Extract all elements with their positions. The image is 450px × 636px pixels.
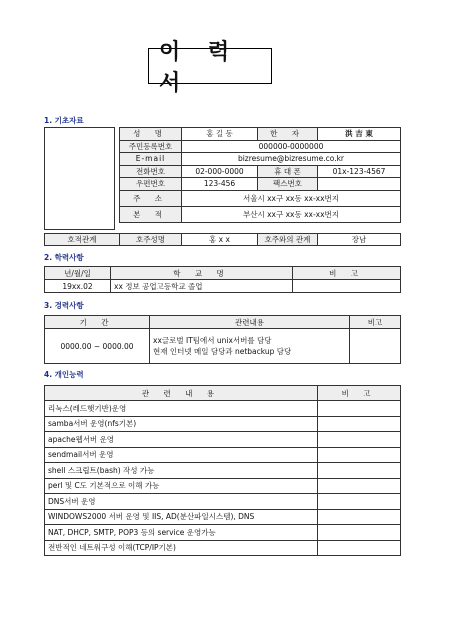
- skill-item: 리눅스(레드햇기반)운영: [45, 401, 318, 417]
- family-head-relation-value: 장남: [318, 234, 401, 246]
- skill-item: samba서버 운영(nfs기본): [45, 416, 318, 432]
- address-value: 서울시 xx구 xx동 xx-xx번지: [182, 190, 401, 206]
- hanja-label: 한 자: [258, 128, 318, 141]
- zip-label: 우편번호: [120, 178, 182, 191]
- skill-item: shell 스크립트(bash) 작성 가능: [45, 463, 318, 479]
- skill-note: [318, 478, 401, 494]
- edu-header-note: 비 고: [293, 267, 401, 280]
- skill-note: [318, 432, 401, 448]
- edu-row-school: xx 정보 공업고등학교 졸업: [111, 280, 293, 293]
- education-table: [44, 266, 401, 293]
- skills-header-note: 비 고: [318, 386, 401, 401]
- edu-row-date: 19xx.02: [45, 280, 111, 293]
- document-title: 이 력 서: [148, 48, 272, 84]
- skill-note: [318, 525, 401, 541]
- career-row-period: 0000.00 ~ 0000.00: [45, 329, 150, 364]
- name-label: 성 명: [120, 128, 182, 141]
- family-relation-label: 호적관계: [45, 234, 120, 246]
- career-row-content: [150, 329, 350, 364]
- skills-header-content: 관 련 내 용: [45, 386, 318, 401]
- skill-item: DNS서버 운영: [45, 494, 318, 510]
- mobile-value: 01x-123-4567: [318, 165, 401, 178]
- fax-label: 팩스번호: [258, 178, 318, 191]
- career-row-note: [350, 329, 401, 364]
- family-table: [44, 233, 401, 246]
- skill-item: NAT, DHCP, SMTP, POP3 등의 service 운영가능: [45, 525, 318, 541]
- email-label: E-mail: [120, 153, 182, 166]
- career-row-line1: xx글로벌 IT팀에서 unix서버를 담당: [153, 336, 272, 345]
- skill-note: [318, 401, 401, 417]
- family-head-relation-label: 호주와의 관계: [258, 234, 318, 246]
- domicile-label: 본 적: [120, 206, 182, 222]
- skills-table: [44, 385, 401, 556]
- skill-note: [318, 540, 401, 556]
- skill-item: sendmail서버 운영: [45, 447, 318, 463]
- section-career-heading: 3. 경력사항: [44, 301, 84, 310]
- basic-info-table: [119, 127, 401, 223]
- family-head-name-label: 호주성명: [120, 234, 182, 246]
- name-value: 홍 길 동: [182, 128, 258, 141]
- career-table: [44, 315, 401, 364]
- section-education-heading: 2. 학력사항: [44, 253, 84, 262]
- section-skills-heading: 4. 개인능력: [44, 370, 84, 379]
- zip-value: 123-456: [182, 178, 258, 191]
- phone-value: 02-000-0000: [182, 165, 258, 178]
- edu-header-date: 년/월/일: [45, 267, 111, 280]
- mobile-label: 휴 대 폰: [258, 165, 318, 178]
- skill-item: 전반적인 네트워구성 이해(TCP/IP기본): [45, 540, 318, 556]
- fax-value: [318, 178, 401, 191]
- career-header-content: 관련내용: [150, 316, 350, 329]
- skill-item: apache웹서버 운영: [45, 432, 318, 448]
- career-header-period: 기 간: [45, 316, 150, 329]
- address-label: 주 소: [120, 190, 182, 206]
- skill-note: [318, 494, 401, 510]
- edu-header-school: 학 교 명: [111, 267, 293, 280]
- skill-note: [318, 463, 401, 479]
- domicile-value: 부산시 xx구 xx동 xx-xx번지: [182, 206, 401, 222]
- photo-placeholder: [44, 127, 115, 230]
- phone-label: 전화번호: [120, 165, 182, 178]
- email-value: bizresume@bizresume.co.kr: [182, 153, 401, 166]
- skill-note: [318, 416, 401, 432]
- family-head-name-value: 홍 x x: [182, 234, 258, 246]
- hanja-value: 洪 吉 東: [318, 128, 401, 141]
- edu-row-note: [293, 280, 401, 293]
- career-header-note: 비고: [350, 316, 401, 329]
- skill-item: perl 및 C도 기본적으로 이해 가능: [45, 478, 318, 494]
- skill-item: WINDOWS2000 서버 운영 및 IIS, AD(분산파일시스템), DNS: [45, 509, 318, 525]
- section-basic-heading: 1. 기초자료: [44, 116, 84, 125]
- skill-note: [318, 447, 401, 463]
- rrn-label: 주민등록번호: [120, 140, 182, 153]
- rrn-value: 000000-0000000: [182, 140, 401, 153]
- skill-note: [318, 509, 401, 525]
- career-row-line2: 현재 인터넷 메일 담당과 netbackup 담당: [153, 347, 292, 356]
